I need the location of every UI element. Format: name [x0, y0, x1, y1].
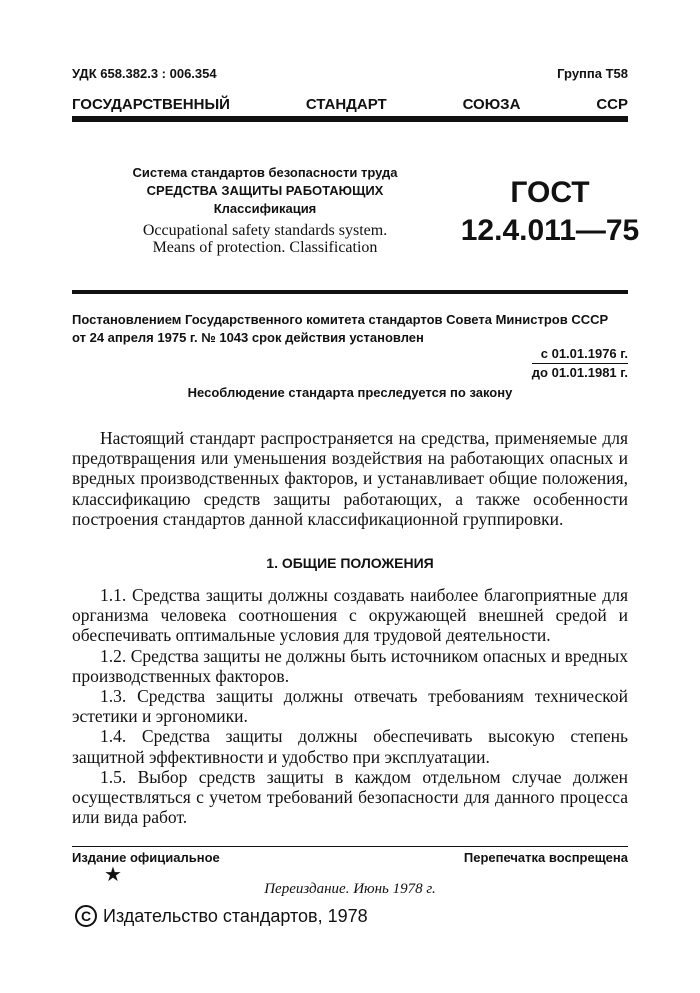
intro-text: Настоящий стандарт распространяется на средства, применяемые для предотвращения или уменьшения воздействия на работающих опасных и вредных производственных факторов, и устанавливает общие положения, классификацию средств защиты работающих, а также особенности построения стандартов данной классификационной группировки.: [72, 428, 628, 529]
udk-code: УДК 658.382.3 : 006.354: [72, 66, 217, 81]
copyright-line: [75, 905, 368, 927]
decree-line2: от 24 апреля 1975 г. № 1043 срок действия установлен: [72, 330, 424, 345]
decree-line1: Постановлением Государственного комитета стандартов Совета Министров СССР: [72, 312, 609, 327]
date-to: до 01.01.1981 г.: [531, 365, 628, 380]
copyright-icon: C: [75, 905, 97, 927]
decree-block: [72, 311, 628, 347]
intro-paragraph: [72, 428, 628, 529]
section-body: [72, 585, 628, 827]
legal-warning: Несоблюдение стандарта преследуется по закону: [187, 385, 513, 400]
heading-word: ССР: [596, 96, 628, 113]
heading-word: ГОСУДАРСТВЕННЫЙ: [72, 96, 230, 113]
clause: 1.1. Средства защиты должны создавать наиболее благоприятные для организма человека соотношения с окружающей внешней средой и обеспечивать оптимальные условия для трудовой деятельности.: [72, 585, 628, 646]
gost-label: ГОСТ: [510, 176, 590, 209]
validity-dates: [532, 345, 628, 382]
copyright-text: Издательство стандартов, 1978: [103, 905, 368, 926]
star-icon: ★: [104, 864, 122, 886]
english-title-line1: Occupational safety standards system.: [142, 222, 388, 239]
footer-rule: [72, 846, 628, 847]
standard-title: СРЕДСТВА ЗАЩИТЫ РАБОТАЮЩИХ: [146, 183, 384, 198]
date-from: с 01.01.1976 г.: [540, 346, 628, 361]
gost-number: 12.4.011—75: [460, 214, 640, 247]
system-name: Система стандартов безопасности труда: [132, 165, 398, 180]
official-edition: Издание официальное: [72, 850, 220, 865]
reprint-prohibited: Перепечатка воспрещена: [463, 850, 628, 865]
standard-subtitle: Классификация: [213, 201, 317, 216]
clause: 1.5. Выбор средств защиты в каждом отдельном случае должен осуществляться с учетом требований безопасности для данного процесса или вида работ.: [72, 766, 628, 828]
section-heading: 1. ОБЩИЕ ПОЛОЖЕНИЯ: [266, 555, 434, 571]
clause: 1.2. Средства защиты не должны быть источником опасных и вредных производственных факторов.: [72, 645, 628, 686]
clause: 1.3. Средства защиты должны отвечать требованиям технической эстетики и эргономики.: [72, 686, 628, 727]
clause: 1.4. Средства защиты должны обеспечивать высокую степень защитной эффективности и удобство при эксплуатации.: [72, 726, 628, 767]
heading-word: СТАНДАРТ: [305, 96, 387, 113]
group-code: Группа Т58: [557, 66, 628, 81]
english-title-line2: Means of protection. Classification: [152, 239, 378, 256]
title-rule: [72, 290, 628, 294]
heading-word: СОЮЗА: [462, 96, 521, 113]
top-rule: [72, 116, 628, 122]
state-standard-heading: [72, 96, 628, 113]
reissue-note: Переиздание. Июнь 1978 г.: [264, 881, 436, 897]
